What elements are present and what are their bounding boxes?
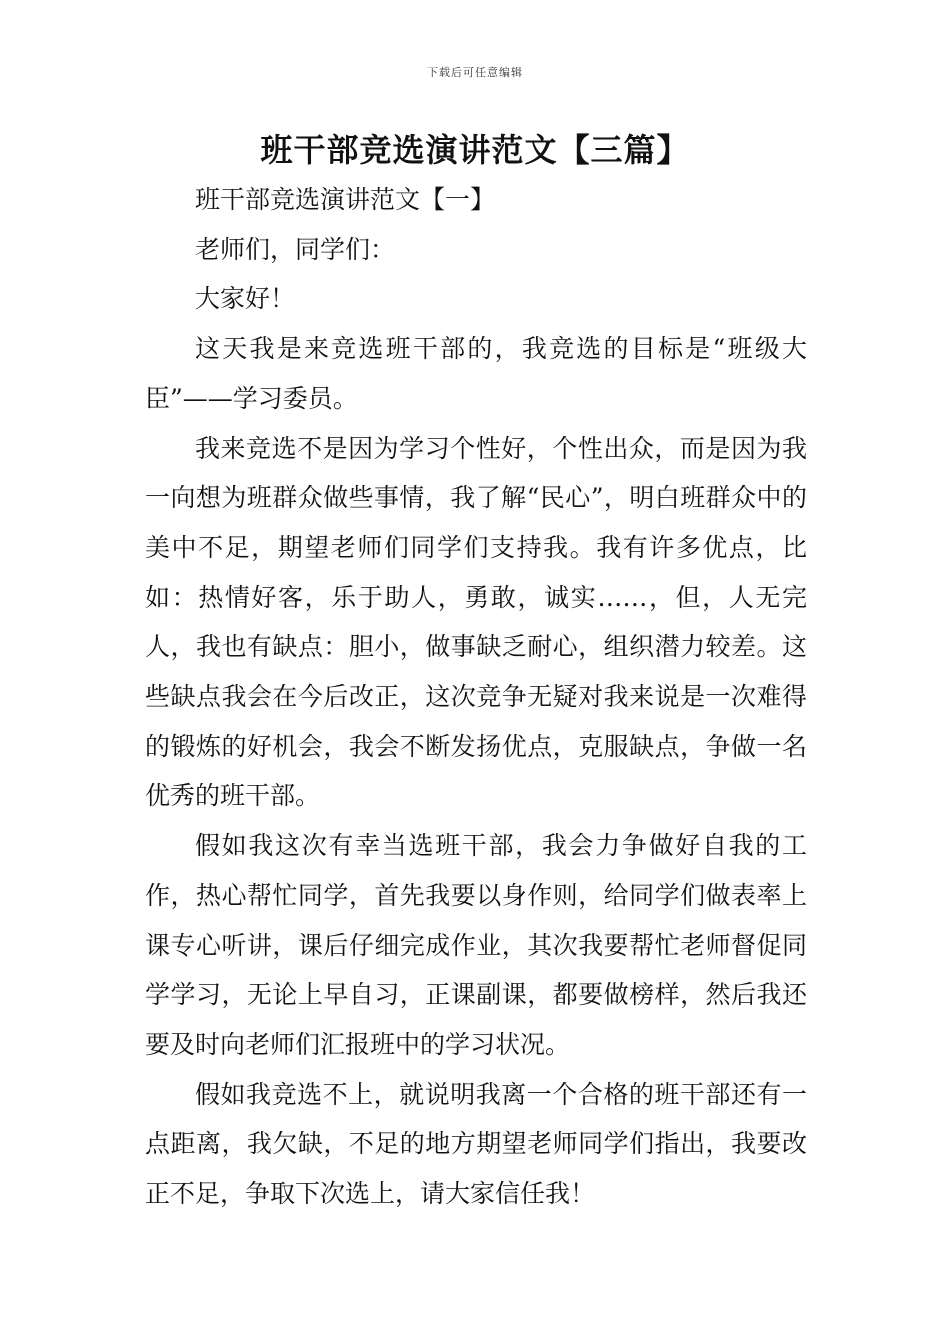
paragraph: 我来竞选不是因为学习个性好，个性出众，而是因为我一向想为班群众做些事情，我了解“民心”，明白班群众中的美中不足，期望老师们同学们支持我。我有许多优点，比如：热情好客，乐于助人，勇敢，诚实……，但，人无完人，我也有缺点：胆小，做事缺乏耐心，组织潜力较差。这些缺点我会在今后改正，这次竞争无疑对我来说是一次难得的锻炼的好机会，我会不断发扬优点，克服缺点，争做一名优秀的班干部。: [145, 433, 807, 811]
document-title: 班干部竞选演讲范文【三篇】: [260, 131, 690, 169]
paragraph: 假如我竞选不上，就说明我离一个合格的班干部还有一点距离，我欠缺，不足的地方期望老师同学们指出，我要改正不足，争取下次选上，请大家信任我！: [145, 1079, 807, 1209]
section-heading: 班干部竞选演讲范文【一】: [195, 185, 496, 214]
greeting: 大家好！: [195, 284, 296, 314]
paragraph: 假如我这次有幸当选班干部，我会力争做好自我的工作，热心帮忙同学，首先我要以身作则，给同学们做表率上课专心听讲，课后仔细完成作业，其次我要帮忙老师督促同学学习，无论上早自习，正课副课，都要做榜样，然后我还要及时向老师们汇报班中的学习状况。: [145, 831, 807, 1059]
paragraph: 这天我是来竞选班干部的，我竞选的目标是“班级大臣”——学习委员。: [145, 334, 807, 413]
salutation: 老师们，同学们：: [195, 234, 396, 264]
header-note: 下载后可任意编辑: [427, 66, 523, 79]
document-body: [145, 175, 807, 1219]
